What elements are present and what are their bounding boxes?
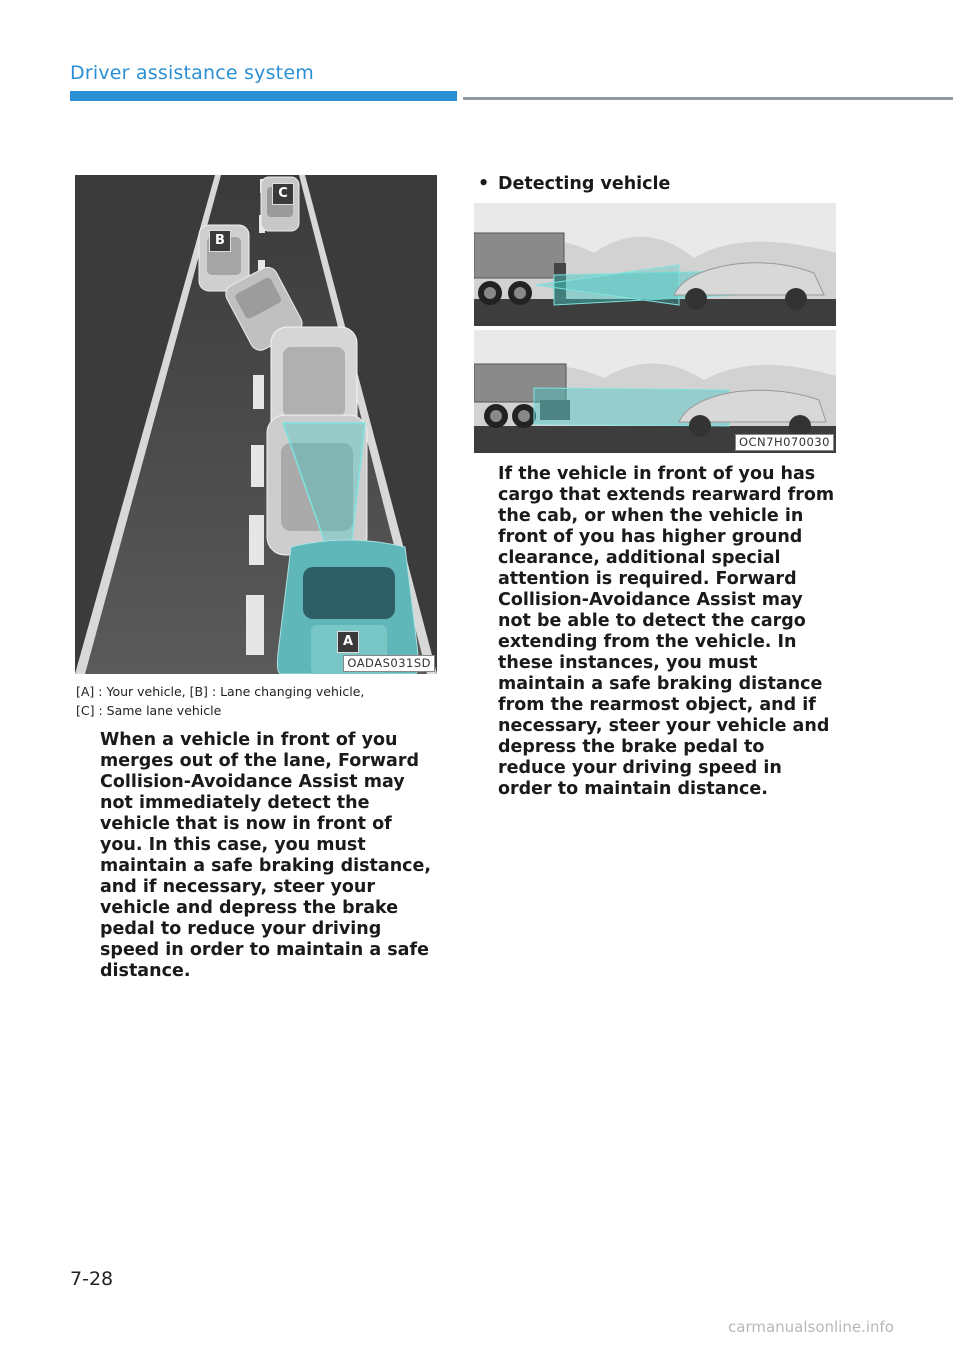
- right-paragraph: If the vehicle in front of you has cargo that extends rearward from the cab, or when the vehicle in front of you has higher ground clearance, additional special attention is required. Forward Collision-Avoidance Assist may not be able to detect the cargo extending from the vehicle. In these instances, you must maintain a safe braking distance from the rearmost object, and if necessary, steer your vehicle and depress the brake pedal to reduce your driving speed in order to maintain distance.: [498, 464, 835, 799]
- bullet-symbol: •: [478, 174, 490, 194]
- figure-caption: [76, 682, 456, 720]
- bullet-heading: [478, 174, 670, 194]
- truck-detection-illustration-1: [474, 203, 836, 326]
- caption-line-2: [C] : Same lane vehicle: [76, 703, 222, 718]
- section-title: Driver assistance system: [70, 62, 314, 84]
- figure-code: OCN7H070030: [735, 434, 834, 451]
- left-paragraph: When a vehicle in front of you merges out of the lane, Forward Collision-Avoidance Assist may not immediately detect the vehicle that is now in front of you. In this case, you must maintain a safe braking distance, and if necessary, steer your vehicle and depress the brake pedal to reduce your driving speed in order to maintain a safe distance.: [100, 730, 432, 981]
- watermark: carmanualsonline.info: [728, 1318, 894, 1336]
- header-accent-bar: [70, 91, 457, 101]
- figure-code: OADAS031SD: [343, 655, 435, 672]
- truck-detection-illustration-2: [474, 330, 836, 453]
- vehicle-label-a: A: [337, 631, 359, 653]
- vehicle-label-c: C: [272, 183, 294, 205]
- bullet-heading-text: Detecting vehicle: [498, 174, 671, 194]
- page-number: 7-28: [70, 1268, 114, 1290]
- header-rule: [463, 97, 953, 100]
- caption-line-1: [A] : Your vehicle, [B] : Lane changing vehicle,: [76, 684, 365, 699]
- lane-change-illustration: [75, 175, 437, 674]
- vehicle-label-b: B: [209, 230, 231, 252]
